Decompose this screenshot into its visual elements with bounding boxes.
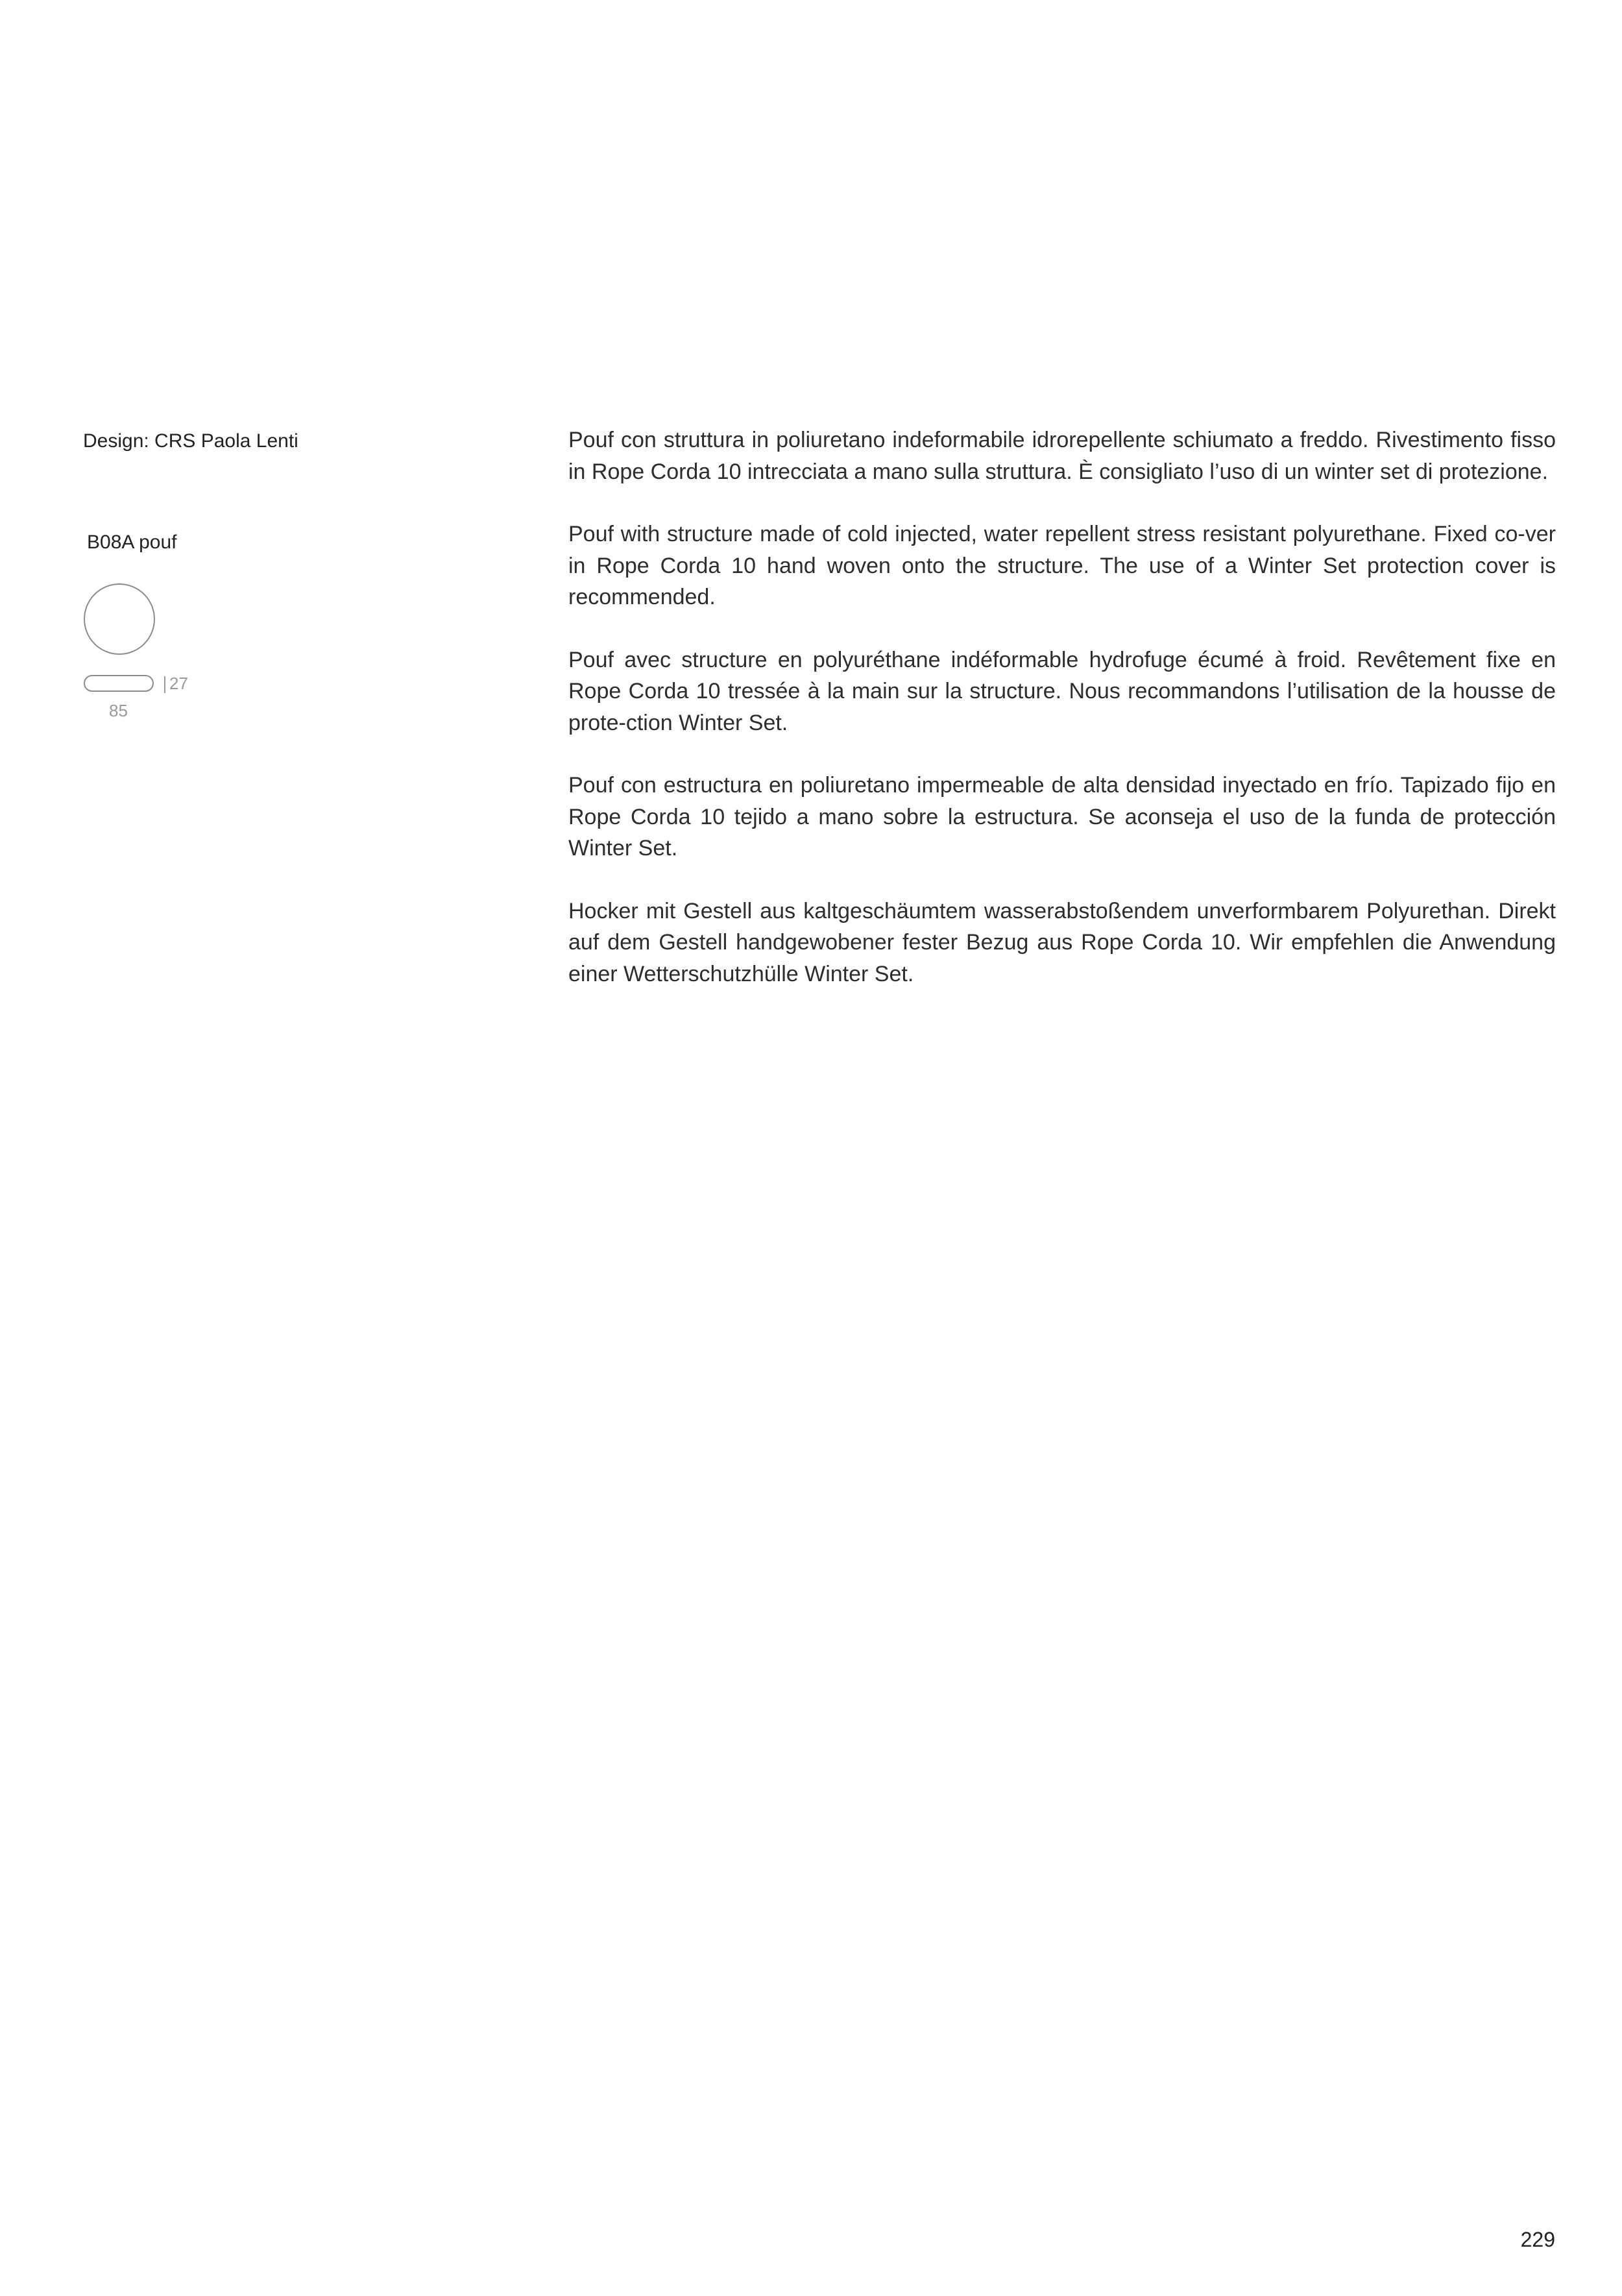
page-number: 229 [1520,2228,1555,2251]
height-dimension: 27 [169,674,188,693]
diameter-dimension: 85 [109,701,128,720]
pouf-top-view-icon [83,583,156,655]
height-dimension-tick [164,676,165,693]
description-english: Pouf with structure made of cold injected, water repellent stress resistant polyurethane. Fixed co-ver in Rope Corda 10 hand woven onto the structure. The use of a Winter Set protection cover is recommended. [568,522,1556,609]
pouf-side-view-outline [84,676,153,691]
description-italian: Pouf con struttura in poliuretano indeformabile idrorepellente schiumato a freddo. Rivestimento fisso in Rope Corda 10 intrecciata a mano sulla struttura. È consigliato l’uso di un winter set di protezione. [568,428,1556,484]
description-spanish: Pouf con estructura en poliuretano impermeable de alta densidad inyectado en frío. Tapizado fijo en Rope Corda 10 tejido a mano sobre la estructura. Se aconseja el uso de la funda de protección Winter Set. [568,773,1556,861]
pouf-top-view-outline [84,584,154,654]
product-description [568,424,1556,1021]
description-french: Pouf avec structure en polyuréthane indéformable hydrofuge écumé à froid. Revêtement fixe en Rope Corda 10 tressée à la main sur la structure. Nous recommandons l’utilisation de la housse de prote-ction Winter Set. [568,647,1556,735]
design-credit: Design: CRS Paola Lenti [83,430,298,452]
description-german: Hocker mit Gestell aus kaltgeschäumtem wasserabstoßendem unverformbarem Polyurethan. Direkt auf dem Gestell handgewobener fester Bezug aus Rope Corda 10. Wir empfehlen die Anwendung einer Wetterschutzhülle Winter Set. [568,898,1556,986]
product-name: B08A pouf [87,531,177,553]
pouf-side-view-icon [83,672,156,694]
